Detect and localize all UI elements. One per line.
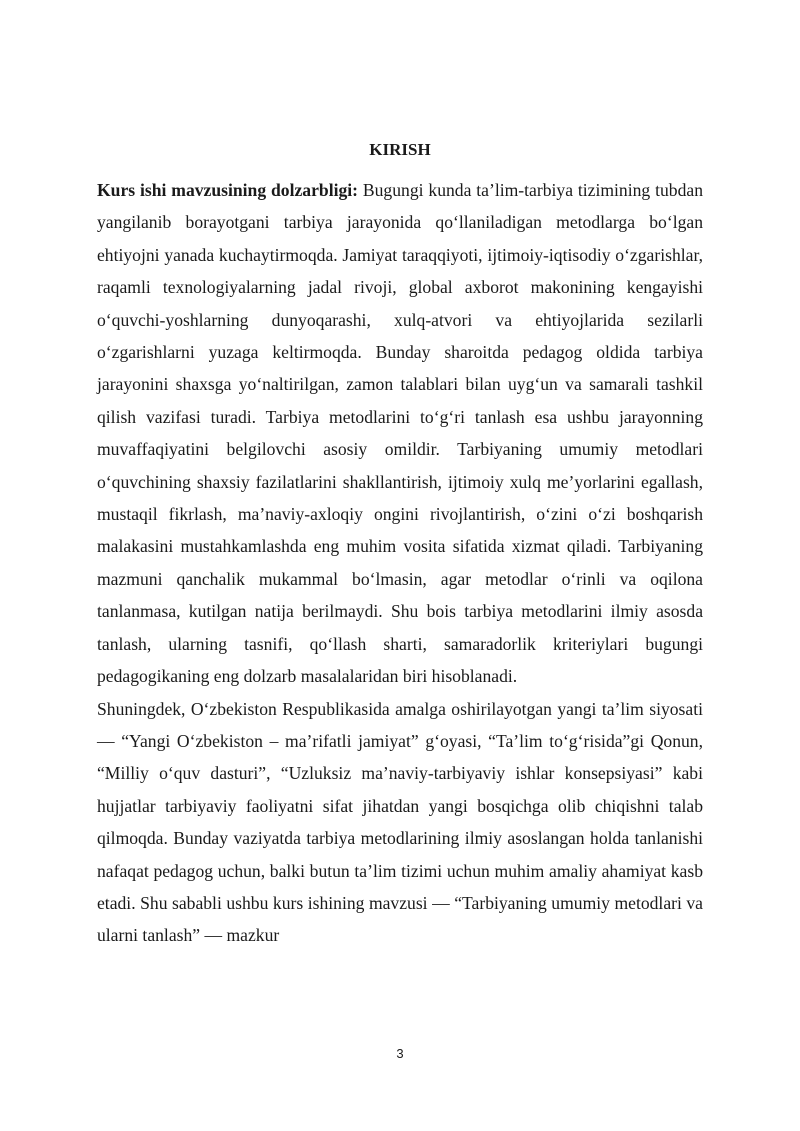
paragraph-text: Shuningdek, O‘zbekiston Respublikasida amalga oshirilayotgan yangi ta’lim siyosati — “Yangi O‘zbekiston – ma’rifatli jamiyat” g‘oyasi, “Ta’lim to‘g‘risida”gi Qonun, “Milliy o‘quv dasturi”, “Uzluksiz ma’naviy-tarbiyaviy ishlar konsepsiyasi” kabi hujjatlar tarbiyaviy faoliyatni sifat jihatdan yangi bosqichga olib chiqishni talab qilmoqda. Bunday vaziyatda tarbiya metodlarining ilmiy asoslangan holda tanlanishi nafaqat pedagog uchun, balki butun ta’lim tizimi uchun muhim amaliy ahamiyat kasb etadi. Shu sababli ushbu kurs ishining mavzusi — “Tarbiyaning umumiy metodlari va ularni tanlash” — mazkur [97,698,703,946]
paragraph-relevance [97,174,703,693]
paragraph-text: Bugungi kunda ta’lim-tarbiya tizimining tubdan yangilanib borayotgani tarbiya jarayonida qo‘llaniladigan metodlarga bo‘lgan ehtiyojni yanada kuchaytirmoqda. Jamiyat taraqqiyoti, ijtimoiy-iqtisodiy o‘zgarishlar, raqamli texnologiyalarning jadal rivoji, global axborot makonining kengayishi o‘quvchi-yoshlarning dunyoqarashi, xulq-atvori va ehtiyojlarida sezilarli o‘zgarishlarni yuzaga keltirmoqda. Bunday sharoitda pedagog oldida tarbiya jarayonini shaxsga yo‘naltirilgan, zamon talablari bilan uyg‘un va samarali tashkil qilish vazifasi turadi. Tarbiya metodlarini to‘g‘ri tanlash esa ushbu jarayonning muvaffaqiyatini belgilovchi asosiy omildir. Tarbiyaning umumiy metodlari o‘quvchining shaxsiy fazilatlarini shakllantirish, ijtimoiy xulq me’yorlarini egallash, mustaqil fikrlash, ma’naviy-axloqiy ongini rivojlantirish, o‘zini o‘zi boshqarish malakasini mustahkamlashda eng muhim vosita sifatida xizmat qiladi. Tarbiyaning mazmuni qanchalik mukammal bo‘lmasin, agar metodlar o‘rinli va oqilona tanlanmasa, kutilgan natija berilmaydi. Shu bois tarbiya metodlarini ilmiy asosda tanlash, ularning tasnifi, qo‘llash sharti, samaradorlik kriteriylari bugungi pedagogikaning eng dolzarb masalalaridan biri hisoblanadi. [97,180,703,687]
body-text [97,174,703,952]
paragraph-policy [97,693,703,952]
page-title: KIRISH [369,140,431,159]
page-number: 3 [396,1046,404,1061]
paragraph-lead: Kurs ishi mavzusining dolzarbligi: [97,180,359,200]
